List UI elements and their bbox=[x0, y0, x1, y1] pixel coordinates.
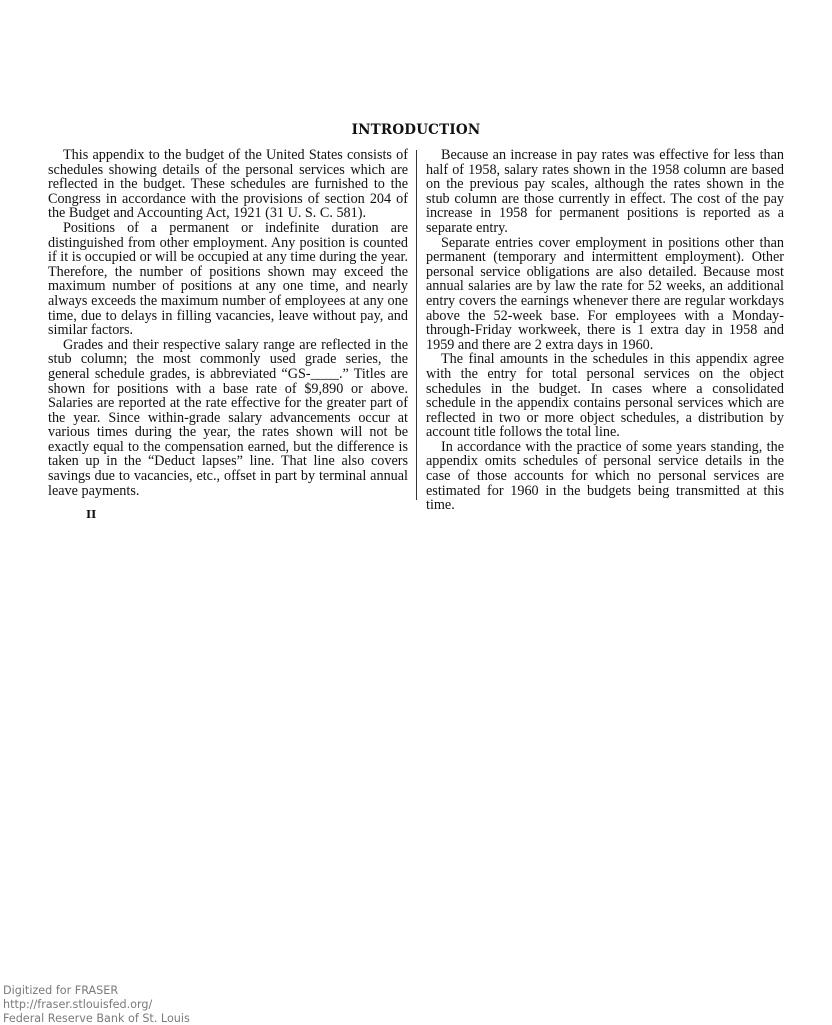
page-number: II bbox=[86, 508, 97, 521]
paragraph-grades: Grades and their respective salary range are reflected in the stub column; the most commonly used grade series, the general schedule grades, is abbreviated “GS-____.” Titles are shown for positions with a base rate of $9,890 or above. Salaries are reported at the rate effective for the greater part of the year. Since within-grade salary advancements occur at various times during the year, the rates shown will not be exactly equal to the compensation earned, but the difference is taken up in the “Deduct lapses” line. That line also covers savings due to vacancies, etc., offset in part by terminal annual leave payments. bbox=[48, 336, 408, 499]
right-column bbox=[426, 148, 784, 513]
paragraph-pay-increase: Because an increase in pay rates was effective for less than half of 1958, salary rates shown in the 1958 column are based on the previous pay scales, although the rates shown in the stub column are those currently in effect. The cost of the pay increase in 1958 for permanent positions is reported as a separate entry. bbox=[426, 147, 784, 236]
column-divider bbox=[416, 150, 417, 500]
paragraph-intro: This appendix to the budget of the United States consists of schedules showing details of the personal services which are reflected in the budget. These schedules are furnished to the Congress in accordance with the provisions of section 204 of the Budget and Accounting Act, 1921 (31 U. S. C. 581). bbox=[48, 147, 408, 222]
paragraph-positions: Positions of a permanent or indefinite duration are distinguished from other employment. Any position is counted if it is occupied or will be occupied at any time during the year. Therefore, the number of positions shown may exceed the maximum number of positions at any one time, and nearly always exceeds the maximum number of employees at any one time, due to delays in filling vacancies, leave without pay, and similar factors. bbox=[48, 219, 408, 339]
footer-line-institution: Federal Reserve Bank of St. Louis bbox=[3, 1011, 190, 1025]
paragraph-final-amounts: The final amounts in the schedules in this appendix agree with the entry for total personal services on the object schedules in the budget. In cases where a consolidated schedule in the appendix contains personal services which are reflected in two or more object schedules, a distribution by account title follows the total line. bbox=[426, 351, 784, 441]
page-title: INTRODUCTION bbox=[351, 122, 481, 138]
footer-line-url: http://fraser.stlouisfed.org/ bbox=[3, 997, 153, 1011]
footer-line-digitized: Digitized for FRASER bbox=[3, 984, 119, 997]
paragraph-omissions: In accordance with the practice of some years standing, the appendix omits schedules of personal service details in the case of those accounts for which no personal services are estimated for 1960 in the budgets being transmitted at this time. bbox=[426, 438, 784, 514]
digitization-footer bbox=[3, 984, 190, 1025]
left-column bbox=[48, 148, 408, 498]
paragraph-separate-entries: Separate entries cover employment in positions other than permanent (temporary and intermittent employment). Other personal service obligations are also detailed. Because most annual salaries are by law the rate for 52 weeks, an additional entry covers the earnings whenever there are regular workdays above the 52-week base. For employees with a Monday-through-Friday workweek, there is 1 extra day in 1958 and 1959 and there are 2 extra days in 1960. bbox=[426, 234, 784, 353]
